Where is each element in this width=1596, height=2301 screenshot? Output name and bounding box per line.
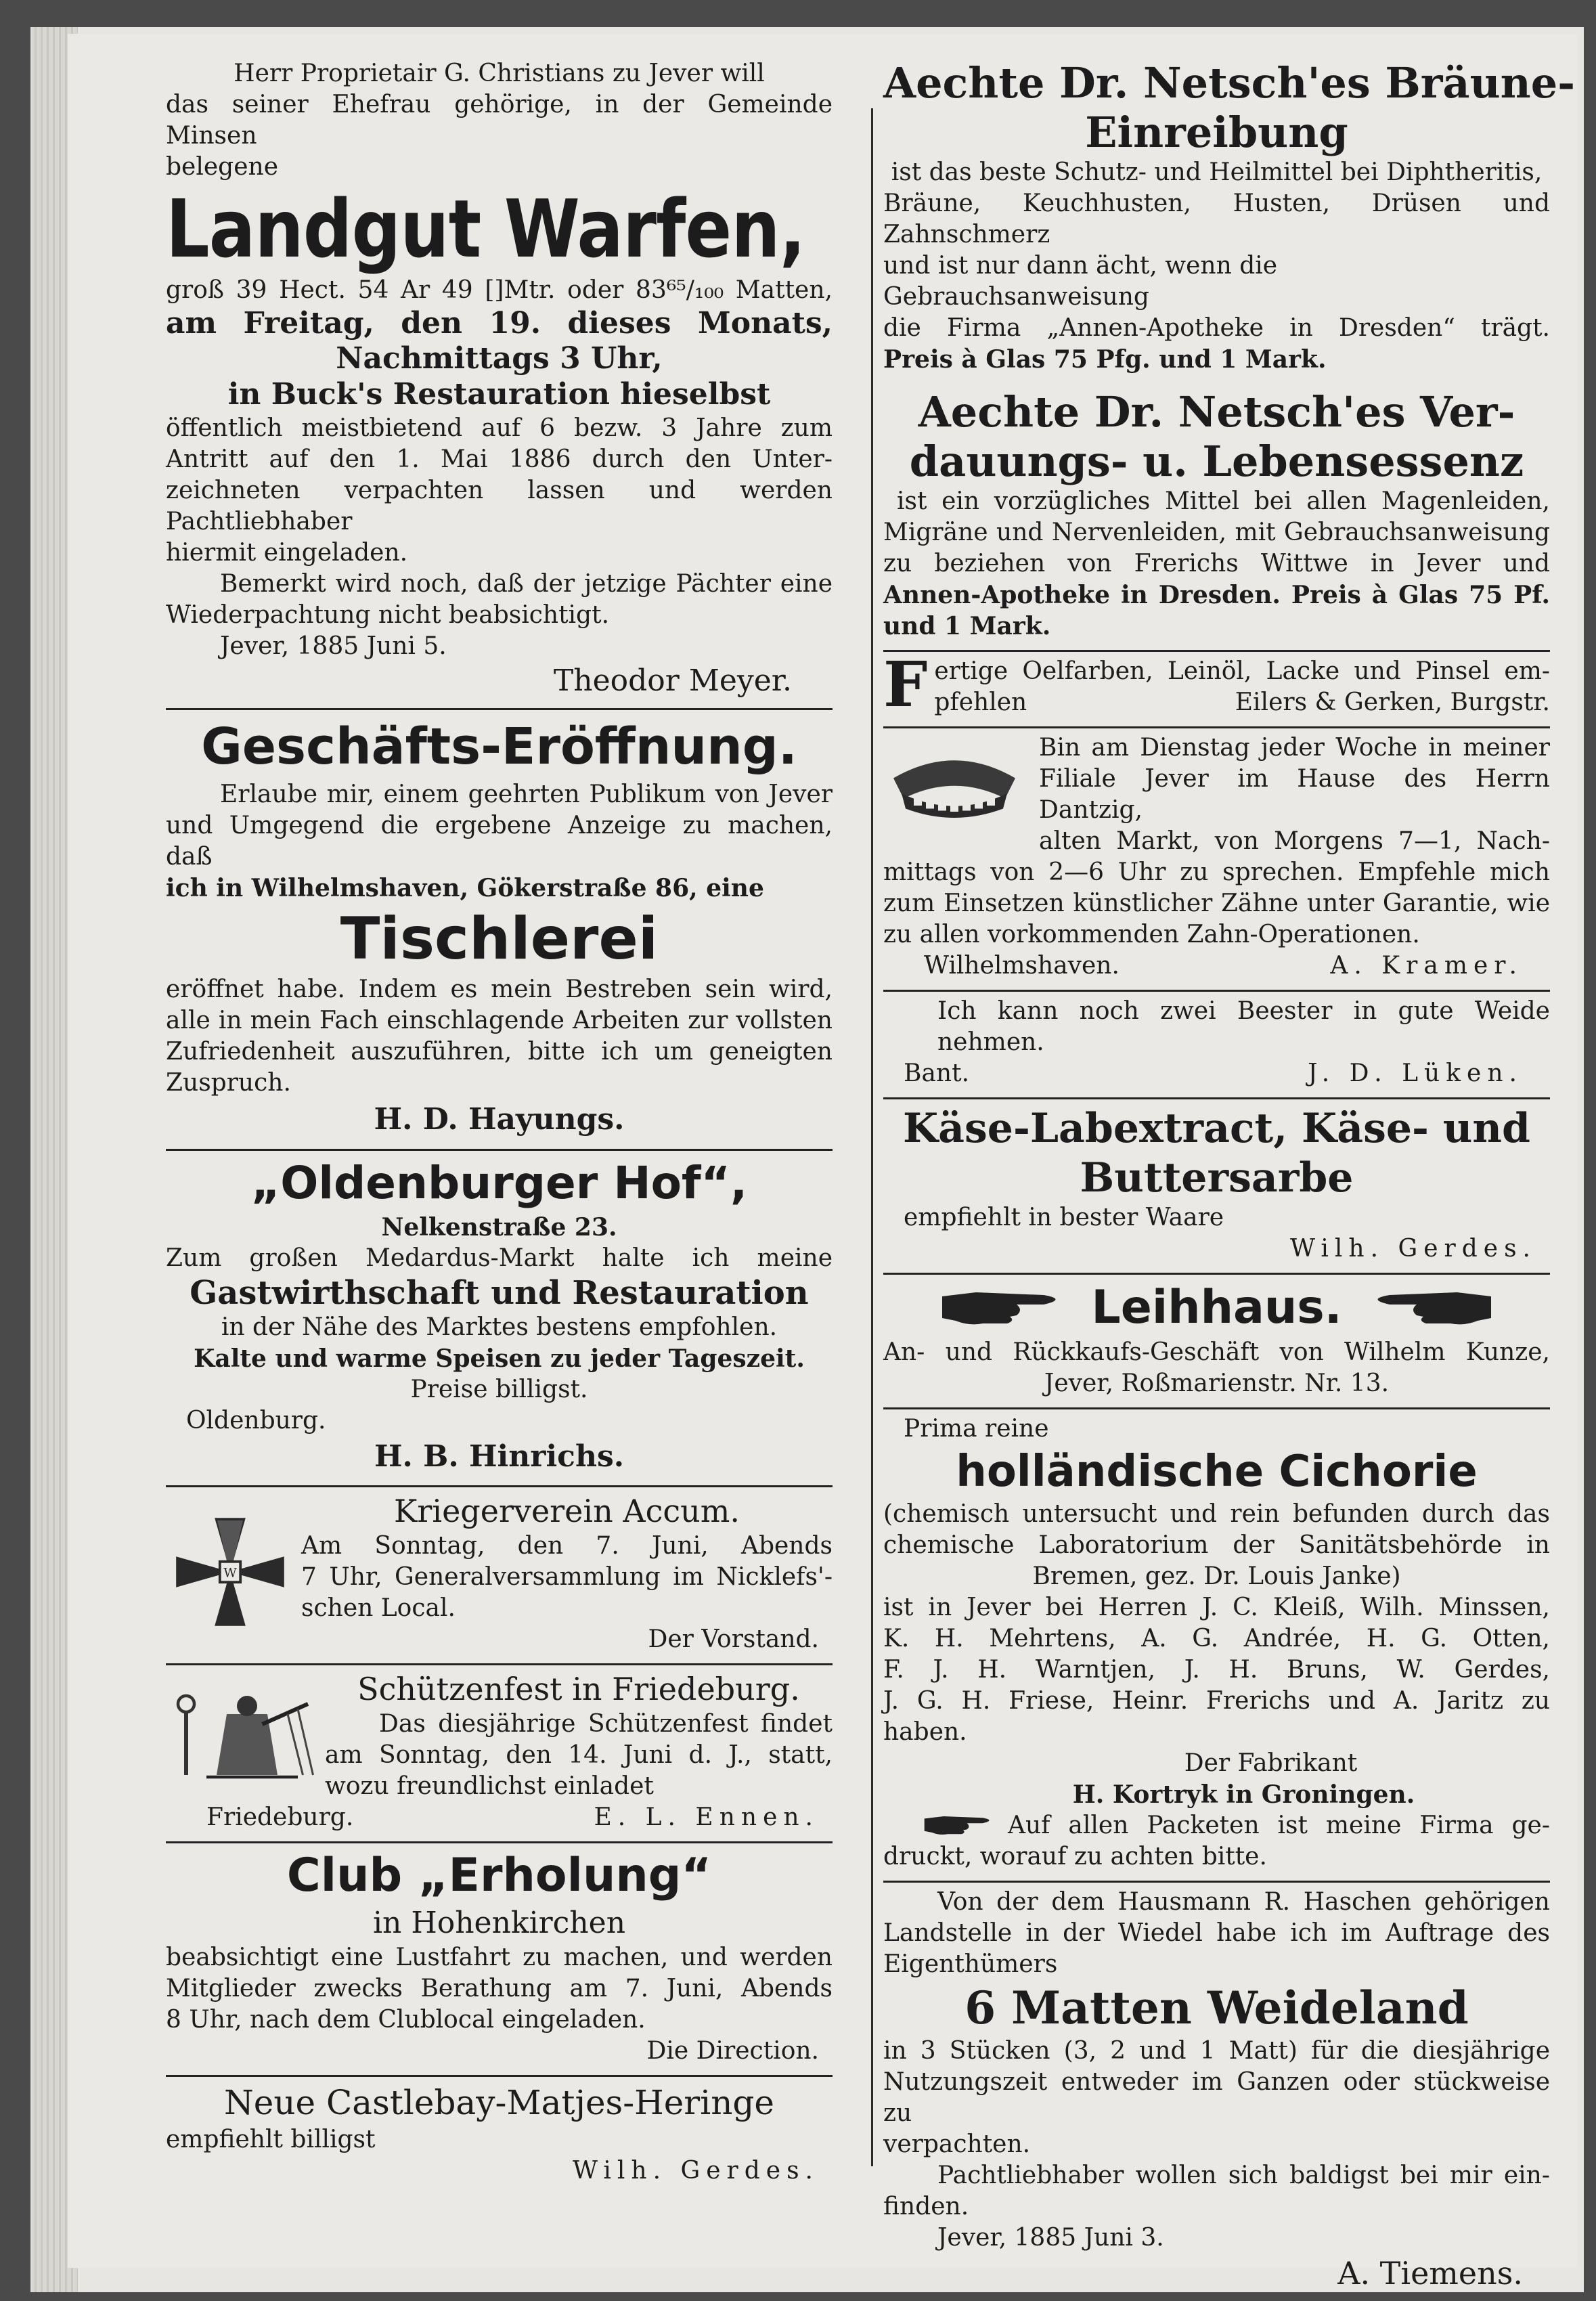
ad-line: (chemisch untersucht und rein befunden durch das — [883, 1500, 1550, 1528]
ad-line: ich in Wilhelmshaven, Gökerstraße 86, eine — [166, 874, 764, 902]
ad-line: J. G. H. Friese, Heinr. Frerichs und A. Jaritz zu — [883, 1687, 1550, 1715]
ad-line: Das diesjährige Schützenfest findet — [379, 1710, 833, 1738]
ad-subtitle: am Freitag, den 19. dieses Monats, — [166, 306, 833, 341]
ad-line: Herr Proprietair G. Christians zu Jever will — [234, 60, 765, 87]
right-column — [883, 54, 1575, 2301]
ad-signature: Wilh. Gerdes. — [1289, 1235, 1536, 1263]
ad-line: F. J. H. Warntjen, J. H. Bruns, W. Gerdes, — [883, 1656, 1550, 1684]
pointing-hand-icon — [924, 1811, 998, 1841]
ad-line: zu allen vorkommenden Zahn-Operationen. — [883, 921, 1420, 948]
ad-line: beabsichtigt eine Lustfahrt zu machen, und werden — [166, 1944, 833, 1971]
ad-body — [301, 1491, 833, 1655]
ad-line: Kalte und warme Speisen zu jeder Tageszeit. — [194, 1344, 805, 1373]
ad-oldenburger-hof — [166, 1151, 833, 1487]
ad-line: Wiederpachtung nicht beabsichtigt. — [166, 601, 610, 629]
ad-geschaefts-eroeffnung — [166, 710, 833, 1151]
ad-title-secondary: dauungs- u. Lebensessenz — [909, 437, 1524, 486]
ad-line: zeichneten verpachten lassen und werden Pachtliebhaber — [166, 477, 833, 535]
dentures-icon — [883, 732, 1039, 823]
iron-cross-icon — [166, 1508, 301, 1639]
ad-line: Bemerkt wird noch, daß der jetzige Pächter eine — [220, 570, 833, 598]
ad-signature: A. Kramer. — [1330, 952, 1523, 980]
ad-line: die Firma „Annen-Apotheke in Dresden“ trägt. — [883, 314, 1550, 342]
ad-line: Bin am Dienstag jeder Woche in meiner — [1039, 734, 1550, 762]
ad-line: Eigenthümers — [883, 1950, 1058, 1978]
ad-line: ist in Jever bei Herren J. C. Kleiß, Wilh. Minssen, — [883, 1594, 1550, 1621]
ad-line: belegene — [166, 153, 279, 181]
ad-line: Erlaube mir, einem geehrten Publikum von Jever — [220, 781, 833, 808]
ad-signature: H. D. Hayungs. — [374, 1102, 625, 1137]
ad-line: Nelkenstraße 23. — [381, 1213, 617, 1242]
ad-subtitle: Gastwirthschaft und Restauration — [190, 1274, 809, 1312]
ad-line: Von der dem Hausmann R. Haschen gehörigen — [937, 1888, 1550, 1916]
ad-line: und ist nur dann ächt, wenn die Gebrauchsanweisung — [883, 252, 1278, 311]
ad-line: in 3 Stücken (3, 2 und 1 Matt) für die diesjährige — [883, 2037, 1550, 2065]
ad-signature: H. Kortryk in Groningen. — [1072, 1780, 1415, 1809]
ad-signature: Theodor Meyer. — [553, 663, 792, 698]
ad-line: Oldenburg. — [186, 1407, 326, 1434]
pointing-hand-left-icon — [1362, 1283, 1491, 1333]
ad-line: zu beziehen von Frerichs Wittwe in Jever und — [883, 550, 1550, 577]
ad-line: Antritt auf den 1. Mai 1886 durch den Unter- — [166, 445, 833, 473]
ad-matjes-heringe — [166, 2077, 833, 2195]
ad-line: Zufriedenheit auszuführen, bitte ich um geneigten — [166, 1038, 833, 1066]
ad-line: Preise billigst. — [410, 1376, 588, 1403]
ad-title: Schützenfest in Friedeburg. — [357, 1671, 800, 1707]
ad-line: Zuspruch. — [166, 1069, 291, 1097]
ad-line: Jever, Roßmarienstr. Nr. 13. — [1044, 1369, 1390, 1397]
ad-place: Wilhelmshaven. — [924, 952, 1120, 980]
ad-line: druckt, worauf zu achten bitte. — [883, 1843, 1267, 1870]
ad-line: alle in mein Fach einschlagende Arbeiten zur vollsten — [166, 1007, 833, 1034]
ad-line: Bremen, gez. Dr. Louis Janke) — [1032, 1562, 1401, 1590]
ad-line: ist das beste Schutz- und Heilmittel bei Diphtheritis, — [891, 158, 1543, 186]
ad-drop-cap: F — [883, 648, 928, 721]
ad-line: Filiale Jever im Hause des Herrn Dantzig, — [1039, 765, 1550, 824]
ad-line: Nutzungszeit entweder im Ganzen oder stückweise zu — [883, 2068, 1550, 2127]
ad-line: schen Local. — [301, 1594, 456, 1622]
ad-title-secondary: Tischlerei — [340, 905, 659, 973]
ad-line: wozu freundlichst einladet — [325, 1772, 654, 1800]
ad-line: verpachten. — [883, 2130, 1031, 2158]
ad-line: mittags von 2—6 Uhr zu sprechen. Empfehle mich — [883, 858, 1550, 886]
ad-line: empfiehlt in bester Waare — [904, 1204, 1224, 1231]
ad-line: hiermit eingeladen. — [166, 539, 408, 567]
ad-line: Der Fabrikant — [1184, 1749, 1358, 1777]
ad-body — [325, 1669, 833, 1802]
ad-title-secondary: Buttersarbe — [1080, 1154, 1354, 1202]
ad-subtitle: in Buck's Restauration hieselbst — [227, 377, 771, 412]
ad-cichorie — [883, 1409, 1550, 1883]
ad-line: chemische Laboratorium der Sanitätsbehörde in — [883, 1531, 1550, 1559]
ad-line: groß 39 Hect. 54 Ar 49 []Mtr. oder 83⁶⁵/₁₀₀ Matten, — [166, 276, 833, 304]
ad-line: Annen-Apotheke in Dresden. Preis à Glas 75 Pf. — [883, 581, 1550, 609]
ad-weide — [883, 992, 1550, 1099]
ad-place: Bant. — [904, 1059, 970, 1087]
ad-oelfarben — [883, 648, 1550, 728]
ad-line: Pachtliebhaber wollen sich baldigst bei mir ein- — [937, 2162, 1550, 2189]
ad-title: holländische Cichorie — [956, 1447, 1478, 1497]
column-rule — [871, 108, 873, 2166]
ad-title: Aechte Dr. Netsch'es Bräune- — [883, 58, 1575, 108]
ad-body — [1039, 732, 1550, 857]
ad-title-secondary: Einreibung — [1085, 108, 1348, 157]
ad-line: alten Markt, von Morgens 7—1, Nach- — [1039, 827, 1550, 855]
svg-text:W: W — [223, 1565, 237, 1581]
ad-subtitle: Nachmittags 3 Uhr, — [336, 341, 663, 376]
ad-title: Geschäfts-Eröffnung. — [201, 718, 797, 776]
ad-subtitle: in Hohenkirchen — [372, 1906, 626, 1940]
ad-signature: E. L. Ennen. — [594, 1803, 819, 1831]
ad-landgut-warfen — [166, 54, 833, 710]
ad-title: Club „Erholung“ — [286, 1849, 712, 1902]
ad-line: ertige Oelfarben, Leinöl, Lacke und Pinsel em- — [934, 657, 1550, 685]
ad-line: haben. — [883, 1718, 967, 1746]
ad-line: zum Einsetzen künstlicher Zähne unter Garantie, wie — [883, 890, 1550, 917]
ad-line: Migräne und Nervenleiden, mit Gebrauchsanweisung — [883, 519, 1550, 546]
ad-line: Preis à Glas 75 Pfg. und 1 Mark. — [883, 345, 1327, 374]
ad-club-erholung — [166, 1843, 833, 2077]
ad-line: und Umgegend die ergebene Anzeige zu machen, daß — [166, 812, 833, 871]
ad-line: Mitglieder zwecks Berathung am 7. Juni, Abends — [166, 1975, 833, 2002]
ad-line: Landstelle in der Wiedel habe ich im Auftrage des — [883, 1919, 1550, 1947]
ad-signature: H. B. Hinrichs. — [374, 1439, 625, 1474]
ad-line: ist ein vorzügliches Mittel bei allen Magenleiden, — [897, 487, 1550, 515]
ad-line: An- und Rückkaufs-Geschäft von Wilhelm Kunze, — [883, 1338, 1550, 1366]
ad-title: Käse-Labextract, Käse- und — [902, 1105, 1531, 1152]
ad-line: in der Nähe des Marktes bestens empfohlen. — [221, 1313, 778, 1341]
ad-signature: J. D. Lüken. — [1308, 1059, 1523, 1087]
ad-signature: Der Vorstand. — [648, 1625, 819, 1653]
ad-braeune-einreibung — [883, 54, 1575, 383]
ad-line: Jever, 1885 Juni 3. — [937, 2224, 1164, 2252]
ad-line: Eilers & Gerken, Burgstr. — [1235, 688, 1550, 716]
ad-title: Neue Castlebay-Matjes-Heringe — [223, 2083, 774, 2122]
ad-line: pfehlen — [934, 688, 1027, 716]
ad-line: 7 Uhr, Generalversammlung im Nicklefs'- — [301, 1563, 833, 1591]
ad-title: Landgut Warfen, — [166, 182, 805, 276]
ad-line: finden. — [883, 2193, 969, 2220]
ad-line: Bräune, Keuchhusten, Husten, Drüsen und Zahnschmerz — [883, 190, 1550, 248]
ad-title: „Oldenburger Hof“, — [250, 1157, 748, 1209]
ad-weideland — [883, 1883, 1550, 2301]
pointing-hand-right-icon — [942, 1283, 1071, 1333]
ad-title: 6 Matten Weideland — [965, 1981, 1469, 2034]
ad-line: empfiehlt billigst — [166, 2126, 376, 2153]
ad-lebensessenz — [883, 383, 1550, 652]
ad-line: am Sonntag, den 14. Juni d. J., statt, — [325, 1741, 833, 1769]
ad-kaese-labextract — [883, 1099, 1550, 1275]
ad-place: Friedeburg. — [206, 1803, 354, 1831]
ad-leihhaus — [883, 1275, 1550, 1409]
ad-signature: Wilh. Gerdes. — [572, 2157, 819, 2185]
ad-signature: A. Tiemens. — [1337, 2255, 1523, 2292]
ad-title: Aechte Dr. Netsch'es Ver- — [918, 387, 1515, 437]
marksman-illustration-icon — [166, 1684, 325, 1788]
ad-line: und 1 Mark. — [883, 612, 1051, 640]
ad-zahnarzt — [883, 728, 1550, 992]
ad-title: Leihhaus. — [1091, 1281, 1342, 1334]
left-column — [166, 54, 833, 2195]
ad-line: Jever, 1885 Juni 5. — [220, 632, 447, 660]
ad-line: 8 Uhr, nach dem Clublocal eingeladen. — [166, 2006, 646, 2034]
ad-kriegerverein — [166, 1487, 833, 1665]
ad-line: eröffnet habe. Indem es mein Bestreben sein wird, — [166, 976, 833, 1003]
ad-signature: Die Direction. — [646, 2037, 819, 2065]
ad-line: Ich kann noch zwei Beester in gute Weide nehmen. — [937, 997, 1550, 1056]
ad-line: das seiner Ehefrau gehörige, in der Gemeinde Minsen — [166, 91, 833, 150]
ad-line: Am Sonntag, den 7. Juni, Abends — [301, 1532, 833, 1560]
ad-schuetzenfest — [166, 1665, 833, 1843]
ad-line: K. H. Mehrtens, A. G. Andrée, H. G. Otten, — [883, 1625, 1550, 1652]
ad-line: Auf allen Packeten ist meine Firma ge- — [1008, 1812, 1550, 1839]
ad-line: Zum großen Medardus-Markt halte ich meine — [166, 1244, 833, 1272]
ad-line: öffentlich meistbietend auf 6 bezw. 3 Jahre zum — [166, 414, 833, 442]
ad-title: Kriegerverein Accum. — [394, 1493, 740, 1529]
ad-line: Prima reine — [904, 1415, 1049, 1443]
